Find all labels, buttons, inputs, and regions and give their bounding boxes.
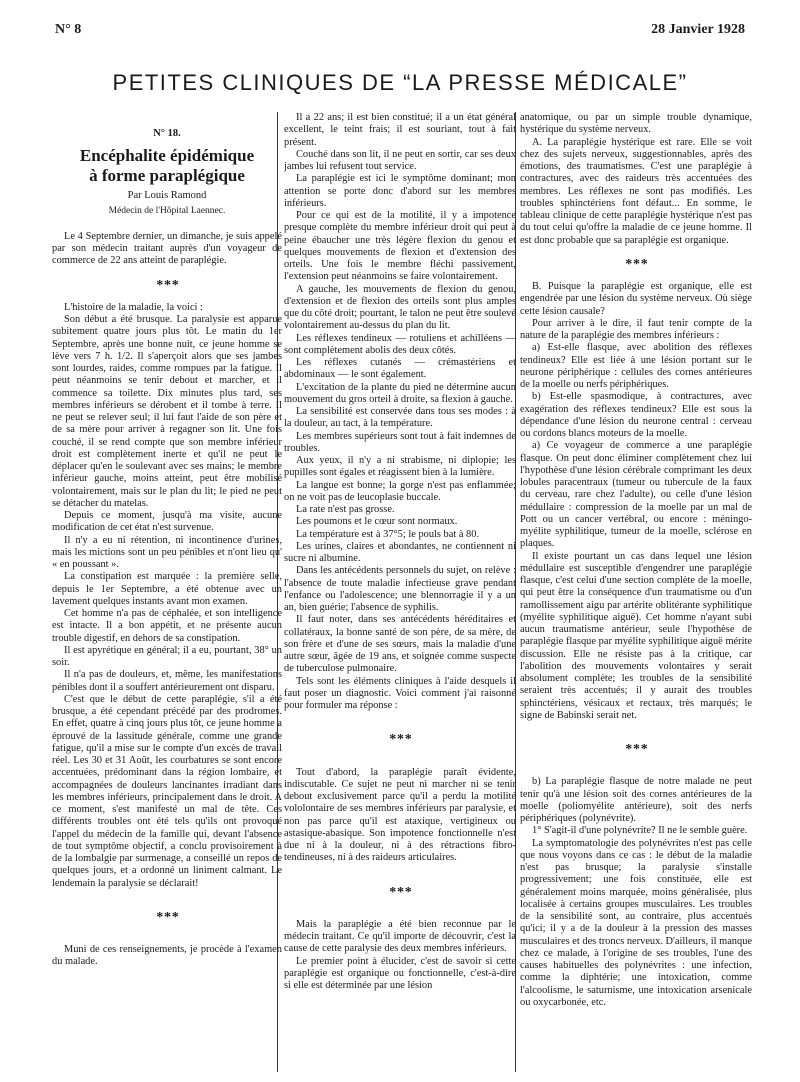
paragraph: 1° S'agit-il d'une polynévrite? Il ne le semble guère.: [532, 825, 748, 837]
page-title: PETITES CLINIQUES DE “LA PRESSE MÉDICALE”: [112, 70, 688, 95]
paragraph: Le 4 Septembre dernier, un dimanche, je suis appelé par son médecin traitant auprès d'un voyageur de commerce de 22 ans atteint de paraplégie.: [52, 230, 282, 267]
paragraph: B. Puisque la paraplégie est organique, elle est engendrée par une lésion du système nerveux. Où siège cette lésion causale?: [520, 281, 752, 317]
article-title-line2: à forme paraplégique: [89, 166, 245, 186]
paragraph: Depuis ce moment, jusqu'à ma visite, aucune modification de cet état n'est survenue.: [52, 510, 282, 534]
paragraph: Aux yeux, il n'y a ni strabisme, ni diplopie; les pupilles sont égales et réagissent bien à la lumière.: [284, 455, 516, 479]
paragraph: Muni de ces renseignements, je procède à l'examen du malade.: [52, 944, 282, 968]
paragraph: C'est que le début de cette paraplégie, s'il a été brusque, a été cependant précédé par des prodromes. En effet, quatre à cinq jours plus tôt, ce jeune homme a éprouvé de la lassitude générale, comme une grande fatigue, qu'il a mise sur le compte d'un excès de travail réel. Les 30 et 31 Août, les courbatures se sont encore accentuées, prédominant dans la région lombaire, et accompagnées de douleurs lancinantes irradiant dans les membres inférieurs, principalement dans le droit. A ce moment, s'est manifesté un mal de tête. Ces différents troubles ont été tels qu'ils ont provoqué l'appel du médecin de la famille qui, devant l'absence de tout symptôme objectif, a conclu provisoirement à de la lombalgie par surmenage, a conseillé un repos de quelques jours, et a ordonné un liniment calmant. Le lendemain la paralysie se déclarait!: [52, 693, 282, 889]
paragraph: A gauche, les mouvements de flexion du genou, d'extension et de flexion des orteils sont plus amples que du côté droit; pourtant, le talon ne peut être soulevé volontairement au-dessus du plan du lit.: [284, 283, 516, 332]
paragraph: Tels sont les éléments cliniques à l'aide desquels il faut poser un diagnostic. Voici comment j'ai raisonné pour formuler ma réponse :: [284, 675, 516, 711]
paragraph: La symptomatologie des polynévrites n'est pas celle que nous voyons dans ce cas : le début de la maladie n'est pas brusque; la paralysie s'installe progressivement; une fois constituée, elle est généralement moins marquée, moins généralisée, plus localisée à certains groupes musculaires. Les troubles de la sensibilité sont, au contraire, plus accentués qu'ici; il y a de la douleur à la pression des masses musculaires et des troncs nerveux. D'ailleurs, il manque chez ce malade, à l'origine de ses troubles, l'une des causes habituelles des polynévrites : une infection, comme la diphtérie; une intoxication, comme l'alcoolisme, le saturnisme, une intoxication arsenicale ou oxycarbonée, etc.: [520, 837, 752, 1008]
article-number: N° 18.: [153, 128, 181, 139]
paragraph: Mais la paraplégie a été bien reconnue par le médecin traitant. Ce qu'il importe de découvrir, c'est la cause de cette paralysie des deux membres inférieurs.: [284, 918, 516, 955]
paragraph: Couché dans son lit, il ne peut en sortir, car ses deux jambes lui refusent tout service.: [284, 148, 516, 172]
paragraph: Cet homme n'a pas de céphalée, et son intelligence est intacte. Il a bon appétit, et ne présente aucun trouble digestif, en dehors de sa constipation.: [52, 608, 282, 644]
paragraph: Il existe pourtant un cas dans lequel une lésion médullaire est susceptible d'engendrer une paraplégie flasque, c'est celui d'une section complète de la moelle, qui peut être la conséquence d'un traumatisme ou d'un ramollissement aigu par artérite oblitérante syphilitique (myélite syphilitique aiguë). Cet homme n'ayant subi aucun traumatisme antérieur, seule l'hypothèse de paraplégie flasque par myélite syphilitique aiguë mérite discussion. Elle ne résiste pas à la critique, car l'abolition des mouvements volontaires y serait absolument complète; les troubles de la sensibilité seraient très accentués; il y aurait des troubles sphinctériens, vésicaux et rectaux, très marqués; le signe de Babinski serait net.: [520, 550, 752, 721]
section-separator: * * *: [389, 884, 411, 900]
paragraph: b) La paraplégie flasque de notre malade ne peut tenir qu'à une lésion soit des cornes antérieures de la moelle (poliomyélite antérieure), soit des nerfs périphériques (polynévrite).: [520, 776, 752, 824]
paragraph: Les réflexes cutanés — crémastériens et abdominaux — le sont également.: [284, 357, 516, 381]
paragraph: Il a 22 ans; il est bien constitué; il a un état général excellent, le teint frais; il est souriant, tout à fait présent.: [284, 112, 516, 148]
paragraph: Pour arriver à le dire, il faut tenir compte de la nature de la paraplégie des membres inférieurs :: [520, 317, 752, 341]
paragraph: Il n'a pas de douleurs, et, même, les manifestations pénibles dont il a souffert antérieurement ont disparu.: [52, 669, 282, 693]
paragraph: Il est apyrétique en général; il a eu, pourtant, 38° un soir.: [52, 644, 282, 668]
paragraph: La température est à 37°5; le pouls bat à 80.: [296, 528, 480, 540]
article-title-line1: Encéphalite épidémique: [79, 146, 255, 166]
issue-date: 28 Janvier 1928: [651, 22, 745, 37]
section-separator: * * *: [625, 256, 647, 272]
issue-number: N° 8: [55, 22, 82, 37]
paragraph: Les poumons et le cœur sont normaux.: [296, 516, 458, 528]
paragraph: La sensibilité est conservée dans tous ses modes : à la douleur, au tact, à la température.: [284, 406, 516, 430]
paragraph: a) Ce voyageur de commerce a une paraplégie flasque. On peut donc éliminer complètement chez lui l'hypothèse d'une lésion cérébrale comprimant les deux lobules paracentraux (tumeur ou tubercule de la faux du cerveau, rare chez l'adulte), ou celle d'une lésion médullaire : compression de la moelle par un mal de Pott ou un cancer vertébral, ou encore : méningo-myélite syphilitique, tumeur de la moelle, sclérose en plaques.: [520, 440, 752, 550]
byline: Par Louis Ramond: [127, 190, 207, 202]
paragraph: Le premier point à élucider, c'est de savoir si cette paraplégie est organique ou fonctionnelle, c'est-à-dire si elle est déterminée par une lésion: [284, 955, 516, 991]
paragraph: Son début a été brusque. La paralysie est apparue subitement quatre jours plus tôt. Le matin du 1er Septembre, après une bonne nuit, ce jeune homme se lève vers 7 h. 1/2. Il s'aperçoit alors que ses jambes sont lourdes, raides, comme rompues par la fatigue. Il peut néanmoins se tenir debout et marcher, et il commence sa toilette. Dix minutes plus tard, ses membres inférieurs se dérobent et il tombe à terre. Il ne peut se relever seul; il lui faut l'aide de son père et de sa mère pour arriver à regagner son lit. Une fois couché, il se rend compte que son membre inférieur droit est complètement inerte et qu'il ne peut le déplacer qu'en le soulevant avec ses mains; le membre inférieur gauche, moins atteint, peut être mobilisé volontairement, mais sur le plan du lit; le pied ne peut se détacher du matelas.: [52, 314, 282, 509]
paragraph: La paraplégie est ici le symptôme dominant; mon attention se porte donc d'abord sur les membres inférieurs.: [284, 173, 516, 209]
paragraph: Les membres supérieurs sont tout à fait indemnes de troubles.: [284, 430, 516, 454]
paragraph: Dans les antécédents personnels du sujet, on relève : l'absence de toute maladie infectieuse grave pendant l'enfance ou l'adolescence; une blennorragie il y a un an, bien guérie; l'absence de syphilis.: [284, 565, 516, 613]
section-separator: * * *: [156, 277, 178, 293]
paragraph: a) Est-elle flasque, avec abolition des réflexes tendineux? Elle est liée à une lésion portant sur le neurone périphérique : cellules des cornes antérieures de la moelle ou nerfs périphériques.: [520, 342, 752, 390]
paragraph: Pour ce qui est de la motilité, il y a impotence presque complète du membre inférieur droit qui peut à peine ébaucher une très légère flexion du genou et quelques mouvements de flexion et d'extension des orteils. Une fois le membre fléchi passivement, l'extension peut néanmoins se faire volontairement.: [284, 210, 516, 283]
paragraph: La constipation est marquée : la première selle, depuis le 1er Septembre, a été obtenue avec un lavement quelques instants avant mon examen.: [52, 571, 282, 607]
paragraph: L'excitation de la plante du pied ne détermine aucun mouvement du gros orteil à droite, sa flexion à gauche.: [284, 381, 516, 405]
paragraph: L'histoire de la maladie, la voici :: [64, 301, 203, 313]
paragraph: Les urines, claires et abondantes, ne contiennent ni sucre ni albumine.: [284, 540, 516, 564]
paragraph: La langue est bonne; la gorge n'est pas enflammée; on ne voit pas de leucoplasie buccale.: [284, 479, 516, 503]
article-title: [52, 146, 282, 186]
column-1: [52, 112, 282, 1080]
paragraph: anatomique, ou par un simple trouble dynamique, hystérique du système nerveux.: [520, 112, 752, 136]
paragraph: La rate n'est pas grosse.: [296, 504, 395, 515]
paragraph: Il faut noter, dans ses antécédents héréditaires et collatéraux, la bonne santé de son père, de sa mère, de son frère et d'une de ses sœurs, mais la maladie d'une autre sœur, âgée de 19 ans, et soignée comme suspecte de tuberculose pulmonaire.: [284, 614, 516, 675]
column-3: [520, 112, 752, 1080]
section-separator: * * *: [156, 909, 178, 925]
paragraph: Les réflexes tendineux — rotuliens et achilléens — sont complètement abolis des deux côtés.: [284, 332, 516, 356]
section-separator: * * *: [389, 732, 411, 748]
column-2: [284, 112, 516, 1080]
affiliation: Médecin de l'Hôpital Laennec.: [108, 205, 226, 216]
section-separator: * * *: [625, 742, 647, 757]
paragraph: b) Est-elle spasmodique, à contractures, avec exagération des réflexes tendineux? Elle est sous la dépendance d'une lésion du neurone central : cerveau ou cordons blancs moteurs de la moelle.: [520, 391, 752, 439]
paragraph: Tout d'abord, la paraplégie paraît évidente, indiscutable. Ce sujet ne peut ni marcher ni se tenir debout exclusivement parce qu'il a perdu la motilité vololontaire de ses membres inférieurs par paralysie, et non pas parce qu'il est ataxique, vertigineux ou astasique-abasique. Son impotence fonctionnelle n'est due ni à la douleur, ni à des rétractions fibro-tendineuses, ni à des raideurs articulaires.: [284, 766, 516, 864]
paragraph: Il n'y a eu ni rétention, ni incontinence d'urines, mais les mictions sont un peu pénibles et n'ont lieu qu' « en poussant ».: [52, 534, 282, 570]
paragraph: A. La paraplégie hystérique est rare. Elle se voit chez des sujets nerveux, suggestionnables, après des émotions, des traumatismes. C'est une paraplégie à contractures, avec des raideurs très accentuées des membres. Les réflexes ne sont pas modifiés. Les troubles sphinctériens font défaut... En somme, le tableau clinique de cette paraplégie hystérique n'est pas du tout celui qu'offre la maladie de ce jeune homme. Il est donc probable que sa paraplégie est organique.: [520, 136, 752, 246]
